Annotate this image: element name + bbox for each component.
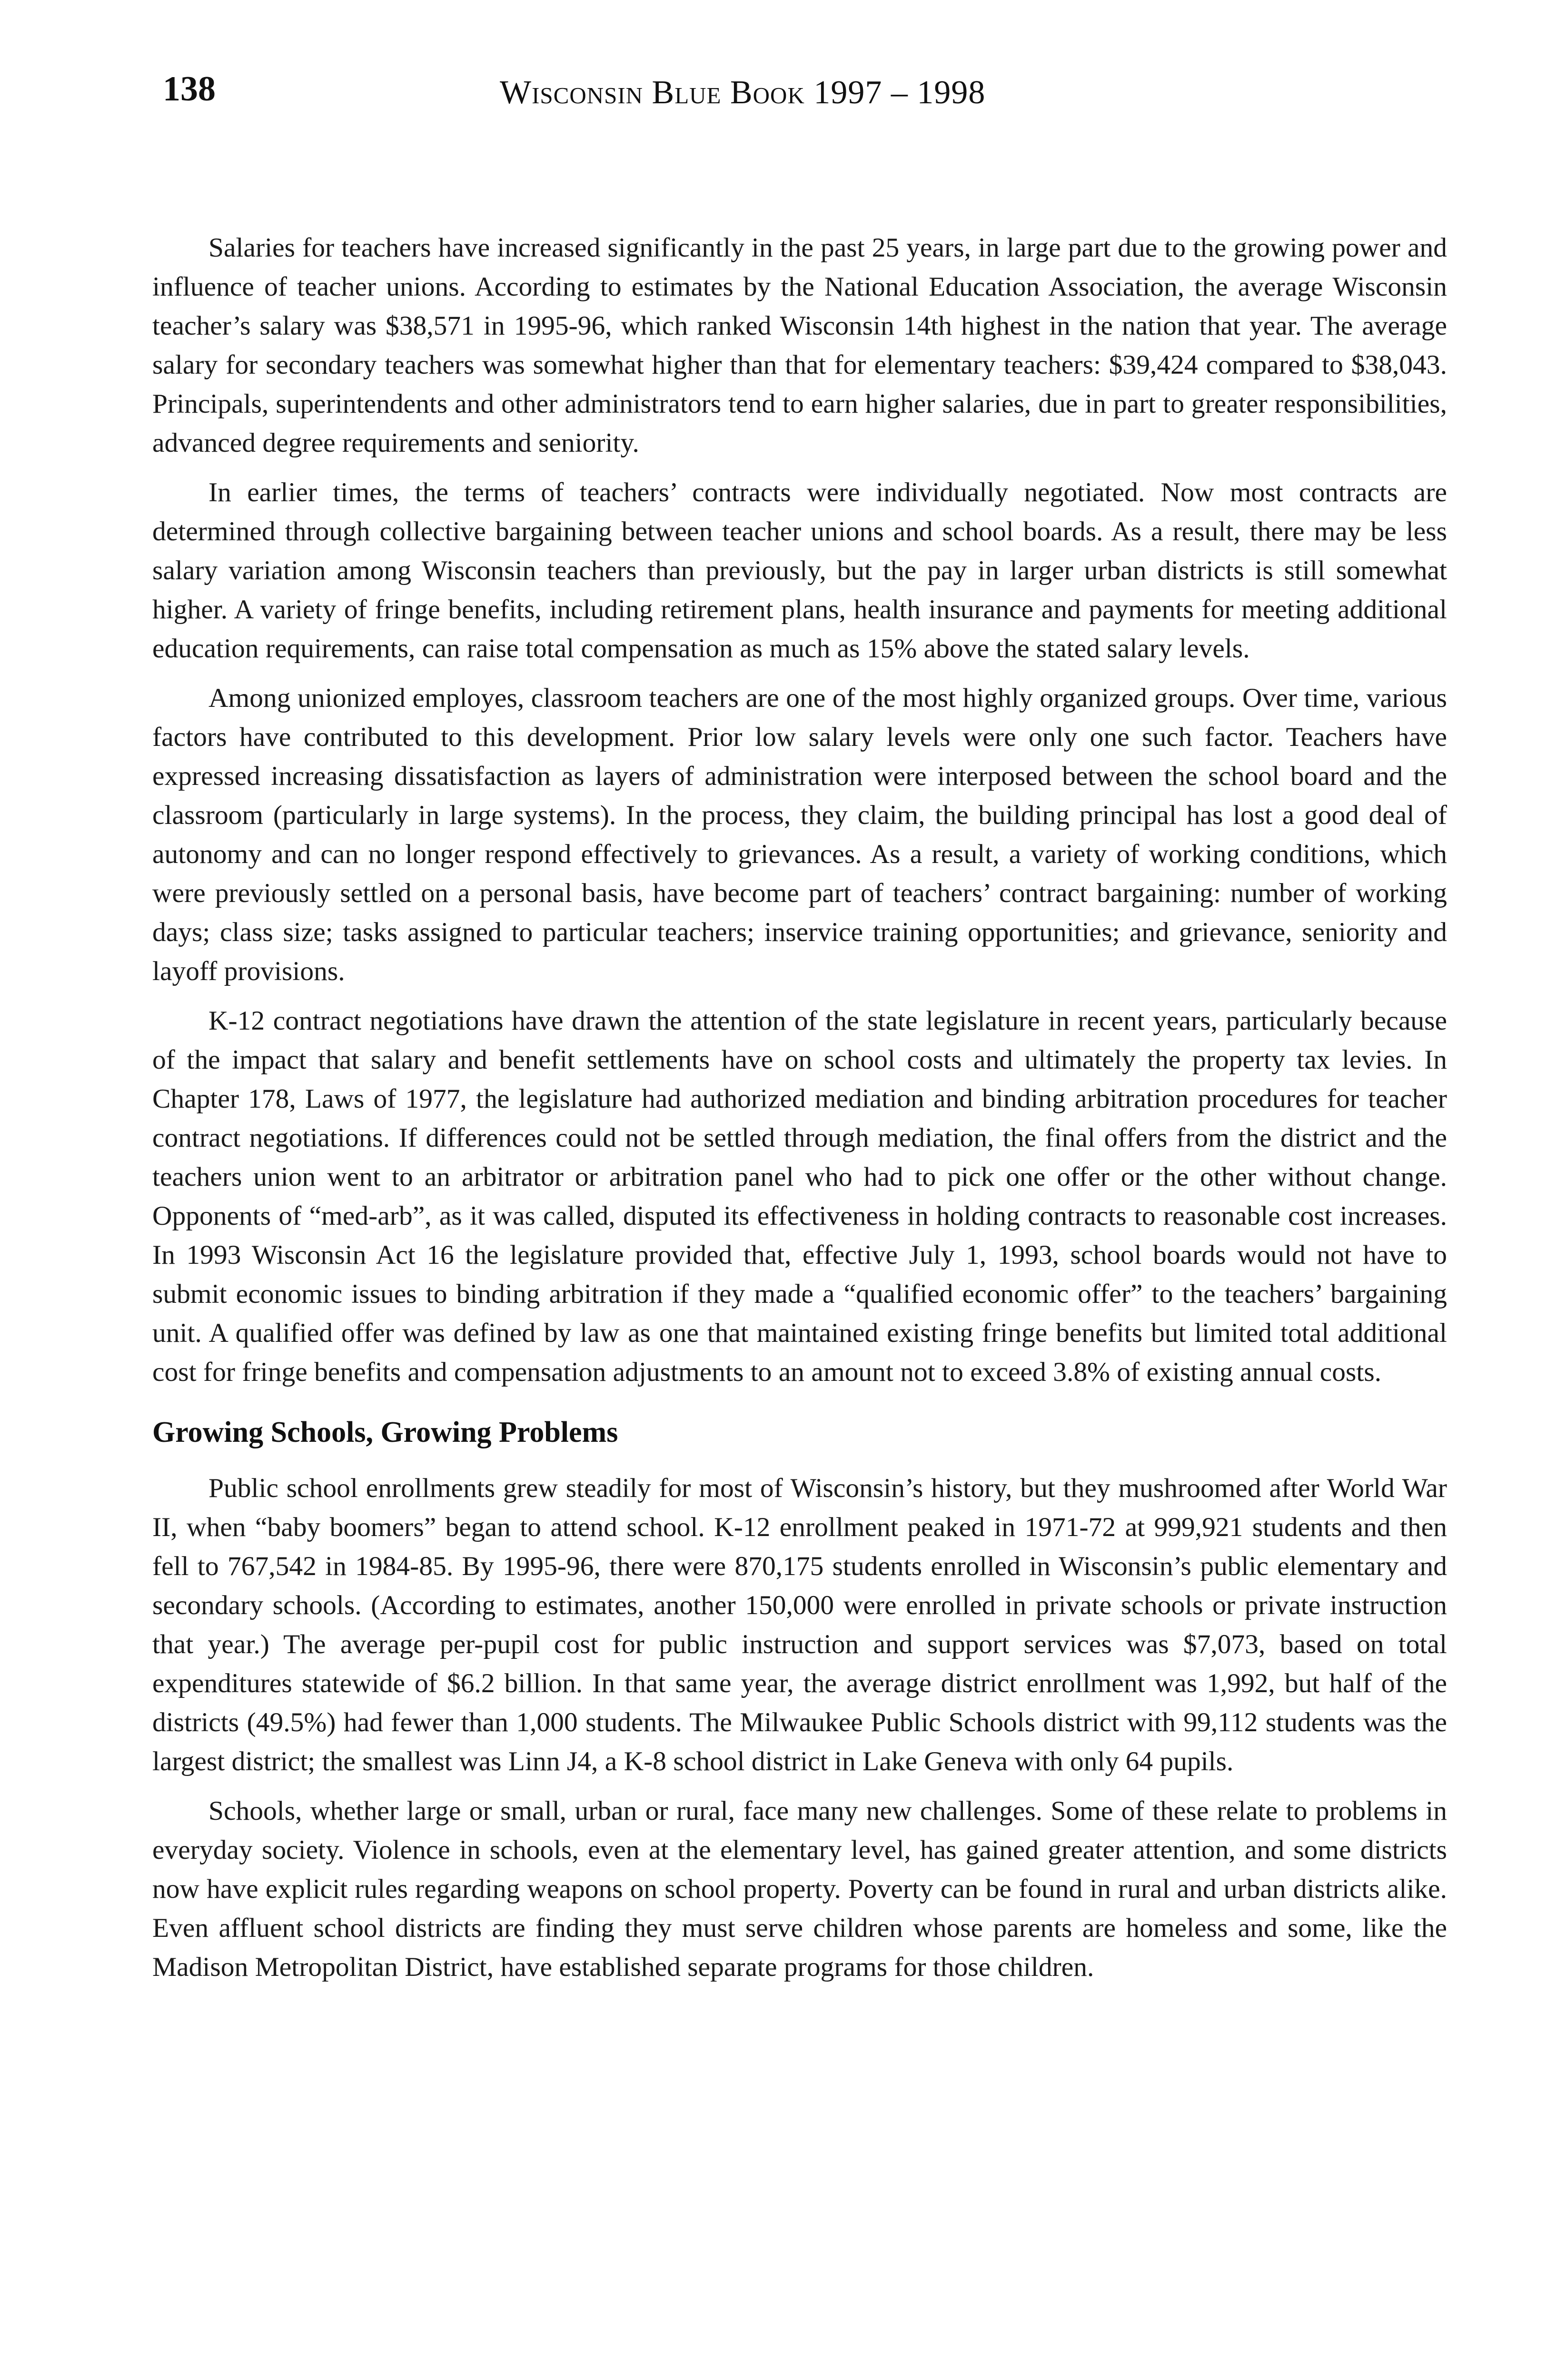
paragraph-teacher-salaries: Salaries for teachers have increased significantly in the past 25 years, in large part due to the growing power and influence of teacher unions. According to estimates by the National Education Association, the average Wisconsin teacher’s salary was $38,571 in 1995-96, which ranked Wisconsin 14th highest in the nation that year. The average salary for secondary teachers was somewhat higher than that for elementary teachers: $39,424 compared to $38,043. Principals, superintendents and other administrators tend to earn higher salaries, due in part to greater responsibilities, advanced degree requirements and seniority.	[152, 233, 1447, 458]
paragraph-k12-arbitration: K-12 contract negotiations have drawn the attention of the state legislature in recent years, particularly because of the impact that salary and benefit settlements have on school costs and ultimately the property tax levies. In Chapter 178, Laws of 1977, the legislature had authorized mediation and binding arbitration procedures for teacher contract negotiations. If differences could not be settled through mediation, the final offers from the district and the teachers union went to an arbitrator or arbitration panel who had to pick one offer or the other without change. Opponents of “med-arb”, as it was called, disputed its effectiveness in holding contracts to reasonable cost increases. In 1993 Wisconsin Act 16 the legislature provided that, effective July 1, 1993, school boards would not have to submit economic issues to binding arbitration if they made a “qualified economic offer” to the teachers’ bargaining unit. A qualified offer was defined by law as one that maintained existing fringe benefits but limited total additional cost for fringe benefits and compensation adjustments to an amount not to exceed 3.8% of existing annual costs.	[152, 1006, 1447, 1387]
running-head: Wisconsin Blue Book 1997 – 1998	[500, 74, 986, 111]
page-number: 138	[163, 69, 216, 109]
paragraph-contract-negotiation: In earlier times, the terms of teachers’ contracts were individually negotiated. Now most contracts are determined through collective bargaining between teacher unions and school boards. As a result, there may be less salary variation among Wisconsin teachers than previously, but the pay in larger urban districts is still somewhat higher. A variety of fringe benefits, including retirement plans, health insurance and payments for meeting additional education requirements, can raise total compensation as much as 15% above the stated salary levels.	[152, 477, 1447, 664]
paragraph-enrollments: Public school enrollments grew steadily for most of Wisconsin’s history, but they mushroomed after World War II, when “baby boomers” began to attend school. K-12 enrollment peaked in 1971-72 at 999,921 students and then fell to 767,542 in 1984-85. By 1995-96, there were 870,175 students enrolled in Wisconsin’s public elementary and secondary schools. (According to estimates, another 150,000 were enrolled in private schools or private instruction that year.) The average per-pupil cost for public instruction and support services was $7,073, based on total expenditures statewide of $6.2 billion. In that same year, the average district enrollment was 1,992, but half of the districts (49.5%) had fewer than 1,000 students. The Milwaukee Public Schools district with 99,112 students was the largest district; the smallest was Linn J4, a K-8 school district in Lake Geneva with only 64 pupils.	[152, 1473, 1447, 1776]
body-text	[152, 228, 1447, 1997]
paragraph-new-challenges: Schools, whether large or small, urban or rural, face many new challenges. Some of these relate to problems in everyday society. Violence in schools, even at the elementary level, has gained greater attention, and some districts now have explicit rules regarding weapons on school property. Poverty can be found in rural and urban districts alike. Even affluent school districts are finding they must serve children whose parents are homeless and some, like the Madison Metropolitan District, have established separate programs for those children.	[152, 1796, 1447, 1982]
paragraph-unionized-teachers: Among unionized employes, classroom teachers are one of the most highly organized groups. Over time, various factors have contributed to this development. Prior low salary levels were only one such factor. Teachers have expressed increasing dissatisfaction as layers of administration were interposed between the school board and the classroom (particularly in large systems). In the process, they claim, the building principal has lost a good deal of autonomy and can no longer respond effectively to grievances. As a result, a variety of working conditions, which were previously settled on a personal basis, have become part of teachers’ contract bargaining: number of working days; class size; tasks assigned to particular teachers; inservice training opportunities; and grievance, seniority and layoff provisions.	[152, 683, 1447, 986]
section-heading: Growing Schools, Growing Problems	[152, 1416, 618, 1448]
